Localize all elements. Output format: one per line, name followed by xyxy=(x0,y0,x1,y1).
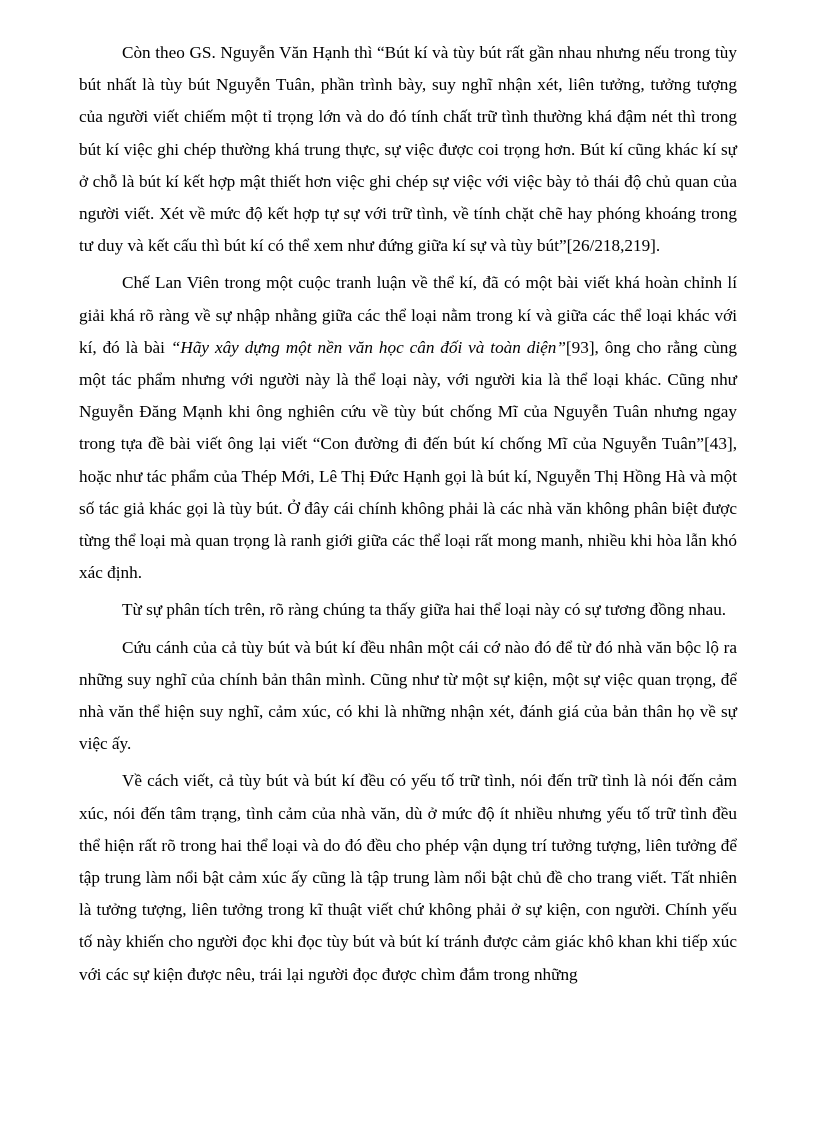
paragraph-text: [93], ông cho rằng cùng một tác phẩm nhưng với người này là thể loại này, với người kia là thể loại khác. Cũng như Nguyễn Đăng Mạnh khi ông nghiên cứu về tùy bút chống Mĩ của Nguyễn Tuân nhưng ngay trong tựa đề bài viết ông lại viết “Con đường đi đến bút kí chống Mĩ của Nguyễn Tuân”[43], hoặc như tác phẩm của Thép Mới, Lê Thị Đức Hạnh gọi là bút kí, Nguyễn Thị Hồng Hà và một số tác giả khác gọi là tùy bút. Ở đây cái chính không phải là các nhà văn không phân biệt được từng thể loại mà quan trọng là ranh giới giữa các thể loại rất mong manh, nhiều khi hòa lẫn khó xác định. xyxy=(79,337,737,583)
paragraph-analysis-summary: Từ sự phân tích trên, rõ ràng chúng ta thấy giữa hai thể loại này có sự tương đồng nhau. xyxy=(122,600,727,620)
paragraph-text: Chế Lan Viên trong một cuộc tranh luận về thể kí, đã có một bài viết khá hoàn chỉnh lí giải khá rõ ràng về sự nhập nhằng giữa các thể loại nằm trong kí và giữa các thể loại khác với kí, đó là bài xyxy=(79,273,737,357)
article-title: “Hãy xây dựng một nền văn học cân đối và toàn diện” xyxy=(170,337,566,357)
document-page xyxy=(79,37,737,991)
paragraph-writing-style: Về cách viết, cả tùy bút và bút kí đều có yếu tố trữ tình, nói đến trữ tình là nói đến cảm xúc, nói đến tâm trạng, tình cảm của nhà văn, dù ở mức độ ít nhiều nhưng yếu tố trữ tình đều thể hiện rất rõ trong hai thể loại và do đó đều cho phép vận dụng trí tưởng tượng, liên tưởng để tập trung làm nổi bật cảm xúc ấy cũng là tập trung làm nổi bật chủ đề cho trang viết. Tất nhiên là tưởng tượng, liên tưởng trong kĩ thuật viết chứ không phải ở sự kiện, con người. Chính yếu tố này khiến cho người đọc khi đọc tùy bút và bút kí tránh được cảm giác khô khan khi tiếp xúc với các sự kiện được nêu, trái lại người đọc được chìm đắm trong những xyxy=(79,771,737,984)
paragraph-quote-nguyen-van-hanh: Còn theo GS. Nguyễn Văn Hạnh thì “Bút kí và tùy bút rất gần nhau nhưng nếu trong tùy bút nhất là tùy bút Nguyễn Tuân, phần trình bày, suy nghĩ nhận xét, liên tưởng, tưởng tượng của người viết chiếm một tỉ trọng lớn và do đó tính chất trữ tình thường khá đậm nét thì trong bút kí việc ghi chép thường khá trung thực, sự việc được coi trọng hơn. Bút kí cũng khác kí sự ở chỗ là bút kí kết hợp mật thiết hơn việc ghi chép sự việc với việc bày tỏ thái độ chủ quan của người viết. Xét về mức độ kết hợp tự sự với trữ tình, về tính chặt chẽ hay phóng khoáng trong tư duy và kết cấu thì bút kí có thể xem như đứng giữa kí sự và tùy bút”[26/218,219]. xyxy=(79,43,737,256)
paragraph-purpose: Cứu cánh của cả tùy bút và bút kí đều nhân một cái cớ nào đó để từ đó nhà văn bộc lộ ra những suy nghĩ của chính bản thân mình. Cũng như từ một sự kiện, một sự việc quan trọng, để nhà văn thể hiện suy nghĩ, cảm xúc, có khi là những nhận xét, đánh giá của bản thân họ về sự việc ấy. xyxy=(79,637,737,754)
paragraph-che-lan-vien xyxy=(79,267,737,589)
